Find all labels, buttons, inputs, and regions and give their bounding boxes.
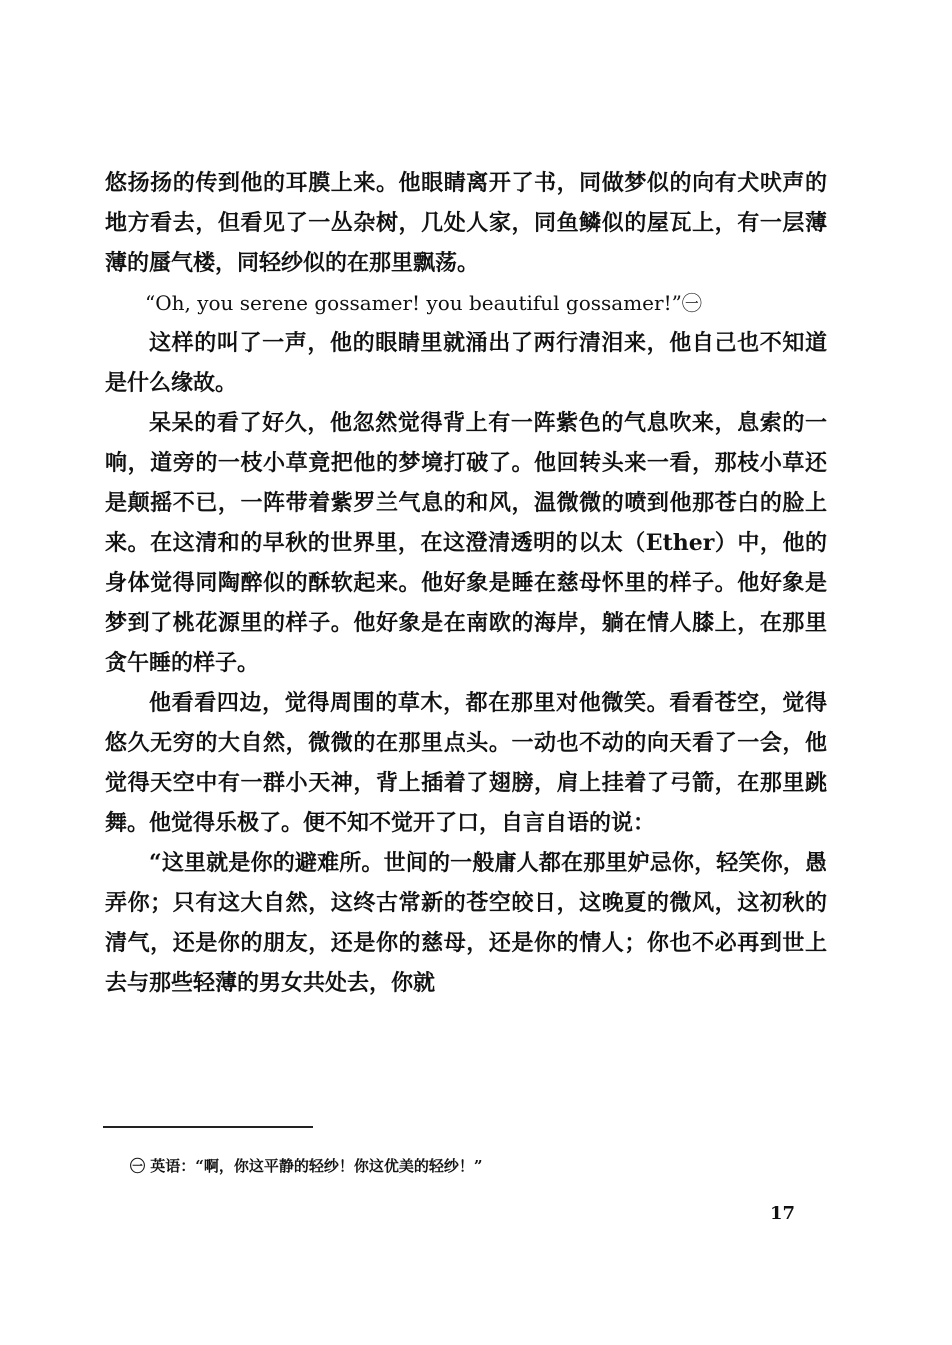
footnote: ㊀ 英语：“啊，你这平静的轻纱！你这优美的轻纱！” [130, 1157, 483, 1175]
footnote-rule [103, 1126, 313, 1128]
paragraph: 呆呆的看了好久，他忽然觉得背上有一阵紫色的气息吹来，息索的一响，道旁的一枝小草竟把他的梦境打破了。他回转头来一看，那枝小草还是颠摇不已，一阵带着紫罗兰气息的和风，温微微的喷到他那苍白的脸上来。在这清和的早秋的世界里，在这澄清透明的以太（Ether）中，他的身体觉得同陶醉似的酥软起来。他好象是睡在慈母怀里的样子。他好象是梦到了桃花源里的样子。他好象是在南欧的海岸，躺在情人膝上，在那里贪午睡的样子。 [105, 410, 827, 676]
paragraph: “这里就是你的避难所。世间的一般庸人都在那里妒忌你，轻笑你，愚弄你；只有这大自然，这终古常新的苍空皎日，这晚夏的微风，这初秋的清气，还是你的朋友，还是你的慈母，还是你的情人；你也不必再到世上去与那些轻薄的男女共处去，你就 [105, 850, 827, 996]
body-text [105, 163, 827, 1003]
page-number: 17 [770, 1203, 796, 1224]
paragraph: 他看看四边，觉得周围的草木，都在那里对他微笑。看看苍空，觉得悠久无穷的大自然，微微的在那里点头。一动也不动的向天看了一会，他觉得天空中有一群小天神，背上插着了翅膀，肩上挂着了弓箭，在那里跳舞。他觉得乐极了。便不知不觉开了口，自言自语的说： [105, 690, 827, 836]
paragraph-continuation: 悠扬扬的传到他的耳膜上来。他眼睛离开了书，同做梦似的向有犬吠声的地方看去，但看见了一丛杂树，几处人家，同鱼鳞似的屋瓦上，有一层薄薄的蜃气楼，同轻纱似的在那里飘荡。 [105, 170, 827, 276]
paragraph: 这样的叫了一声，他的眼睛里就涌出了两行清泪来，他自己也不知道是什么缘故。 [105, 330, 827, 396]
english-quote: “Oh, you serene gossamer! you beautiful gossamer!”㊀ [145, 291, 702, 315]
